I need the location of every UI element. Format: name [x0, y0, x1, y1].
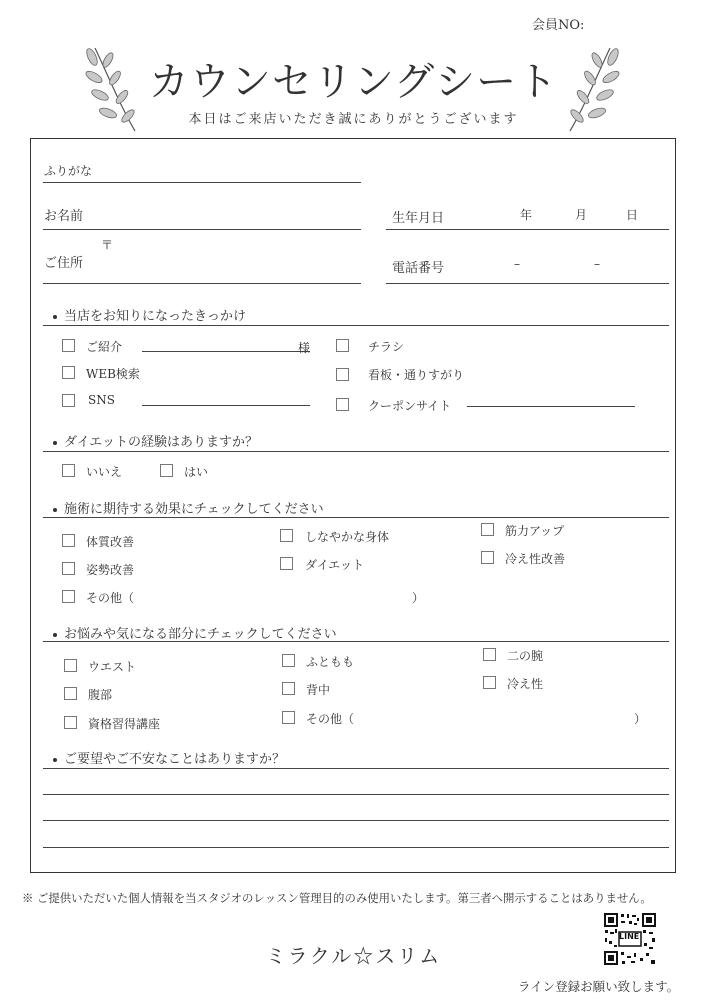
- requests-line-1[interactable]: [43, 768, 669, 769]
- concern-upper-arm-label: 二の腕: [507, 649, 544, 663]
- page-subtitle: 本日はご来店いただき誠にありがとうございます: [188, 112, 519, 127]
- expected-other-checkbox[interactable]: [62, 590, 75, 603]
- expected-posture-checkbox[interactable]: [62, 562, 75, 575]
- postal-mark: 〒: [101, 238, 114, 252]
- diet-no-checkbox[interactable]: [62, 464, 75, 477]
- member-number-label: 会員NO:: [532, 18, 585, 33]
- phone-label: 電話番号: [392, 261, 445, 276]
- furigana-field[interactable]: [43, 182, 361, 183]
- section-diet-rule: [43, 451, 669, 452]
- bullet-icon: [53, 315, 57, 319]
- expected-coldness-checkbox[interactable]: [481, 551, 494, 564]
- concern-other-checkbox[interactable]: [282, 711, 295, 724]
- concern-waist-checkbox[interactable]: [64, 659, 77, 672]
- bullet-icon: [53, 758, 57, 762]
- coupon-site-field[interactable]: [467, 406, 635, 407]
- section-expected-rule: [43, 517, 669, 518]
- expected-posture-label: 姿勢改善: [86, 563, 135, 577]
- brand-name: ミラクル☆スリム: [265, 944, 442, 968]
- coupon-site-checkbox[interactable]: [336, 398, 349, 411]
- section-requests-title: ご要望やご不安なことはありますか？: [53, 748, 285, 767]
- phone-separator-1: –: [514, 257, 520, 271]
- expected-other-close: ）: [412, 591, 425, 605]
- web-search-label: WEB検索: [86, 367, 140, 381]
- diet-yes-checkbox[interactable]: [160, 464, 173, 477]
- signboard-label: 看板・通りすがり: [368, 368, 465, 382]
- address-field[interactable]: [43, 283, 361, 284]
- section-concerns-rule: [43, 641, 669, 642]
- sns-detail-field[interactable]: [142, 405, 310, 406]
- diet-no-label: いいえ: [86, 465, 123, 479]
- privacy-notice: ※ ご提供いただいた個人情報を当スタジオのレッスン管理目的のみ使用いたします。第三者へ開示することはありません。: [22, 891, 652, 905]
- expected-other-label: その他（: [86, 591, 135, 605]
- birth-day-label: 日: [626, 208, 639, 222]
- signboard-checkbox[interactable]: [336, 368, 349, 381]
- section-concerns-title: お悩みや気になる部分にチェックしてください: [53, 623, 337, 642]
- concern-coldness-checkbox[interactable]: [483, 676, 496, 689]
- expected-muscle-checkbox[interactable]: [481, 523, 494, 536]
- bullet-icon: [53, 441, 57, 445]
- expected-coldness-label: 冷え性改善: [505, 552, 566, 566]
- expected-flexible-checkbox[interactable]: [280, 529, 293, 542]
- concern-upper-arm-checkbox[interactable]: [483, 648, 496, 661]
- concern-thigh-checkbox[interactable]: [282, 654, 295, 667]
- expected-muscle-label: 筋力アップ: [505, 524, 565, 538]
- expected-diet-label: ダイエット: [305, 558, 365, 572]
- concern-abdomen-checkbox[interactable]: [64, 687, 77, 700]
- expected-diet-checkbox[interactable]: [280, 557, 293, 570]
- web-search-checkbox[interactable]: [62, 366, 75, 379]
- sns-checkbox[interactable]: [62, 394, 75, 407]
- section-referral-title: 当店をお知りになったきっかけ: [53, 305, 246, 324]
- section-referral-rule: [43, 325, 669, 326]
- name-field[interactable]: [43, 229, 361, 230]
- phone-field[interactable]: [386, 283, 669, 284]
- concern-qualification-label: 資格習得講座: [88, 717, 161, 731]
- referral-checkbox[interactable]: [62, 339, 75, 352]
- address-label: ご住所: [44, 256, 84, 271]
- section-diet-title: ダイエットの経験はありますか？: [53, 431, 258, 450]
- page-title: カウンセリングシート: [148, 59, 559, 105]
- bullet-icon: [53, 508, 57, 512]
- line-register-request: ライン登録お願い致します。: [518, 979, 680, 994]
- requests-line-3[interactable]: [43, 820, 669, 821]
- birth-year-label: 年: [520, 208, 533, 222]
- requests-line-4[interactable]: [43, 847, 669, 848]
- concern-thigh-label: ふともも: [306, 655, 355, 669]
- furigana-label: ふりがな: [44, 164, 93, 178]
- expected-constitution-checkbox[interactable]: [62, 534, 75, 547]
- concern-back-checkbox[interactable]: [282, 682, 295, 695]
- concern-abdomen-label: 腹部: [88, 688, 113, 702]
- referral-label: ご紹介: [86, 340, 123, 354]
- birthdate-label: 生年月日: [392, 211, 445, 226]
- line-badge-label: LINE: [619, 932, 640, 941]
- concern-qualification-checkbox[interactable]: [64, 716, 77, 729]
- requests-line-2[interactable]: [43, 794, 669, 795]
- sns-label: SNS: [88, 393, 115, 407]
- expected-flexible-label: しなやかな身体: [305, 530, 390, 544]
- concern-other-close: ）: [634, 712, 647, 726]
- bullet-icon: [53, 633, 57, 637]
- concern-waist-label: ウエスト: [88, 660, 137, 674]
- birthdate-field[interactable]: [386, 229, 669, 230]
- name-label: お名前: [44, 209, 84, 224]
- concern-other-label: その他（: [306, 712, 355, 726]
- flyer-checkbox[interactable]: [336, 339, 349, 352]
- section-expected-title: 施術に期待する効果にチェックしてください: [53, 498, 324, 517]
- phone-separator-2: –: [594, 257, 600, 271]
- expected-constitution-label: 体質改善: [86, 535, 135, 549]
- diet-yes-label: はい: [184, 465, 209, 479]
- concern-coldness-label: 冷え性: [507, 677, 544, 691]
- coupon-site-label: クーポンサイト: [368, 399, 452, 413]
- concern-back-label: 背中: [306, 683, 331, 697]
- birth-month-label: 月: [575, 208, 588, 222]
- flyer-label: チラシ: [368, 340, 405, 354]
- referral-name-field[interactable]: [142, 351, 310, 352]
- referral-suffix: 様: [298, 341, 311, 355]
